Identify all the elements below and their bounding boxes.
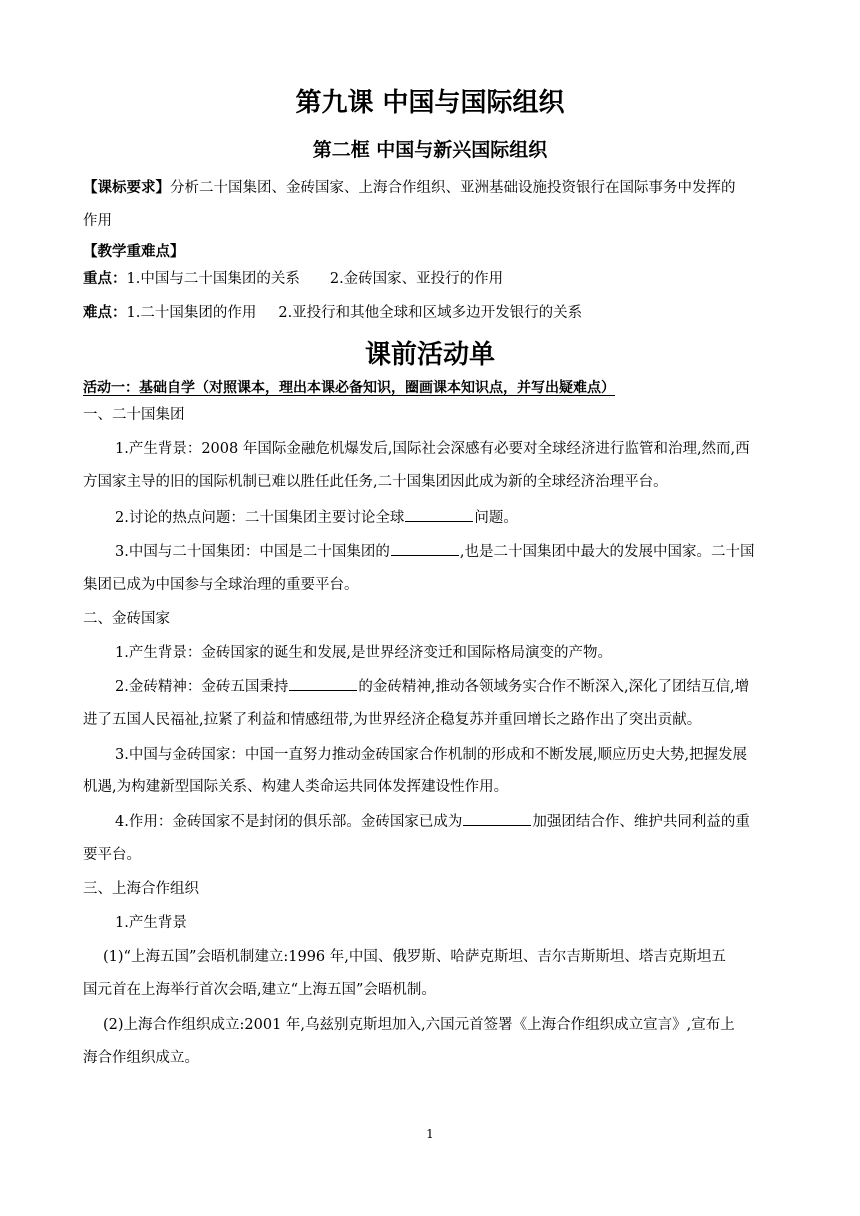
section1-p1-cont: 方国家主导的旧的国际机制已难以胜任此任务,二十国集团因此成为新的全球经济治理平台。 <box>83 474 668 490</box>
difficult-points-line <box>83 302 783 324</box>
activity-label: 活动一：基础自学 <box>83 380 195 396</box>
page-number: 1 <box>426 1127 434 1141</box>
pre-class-title: 课前活动单 <box>364 340 495 370</box>
section1-p3-cont: 集团已成为中国参与全球治理的重要平台。 <box>83 577 359 593</box>
fill-blank[interactable] <box>289 676 357 691</box>
key-points-line <box>83 268 783 290</box>
key-point-1: 1.中国与二十国集团的关系 <box>126 271 300 287</box>
section2-p3: 3.中国与金砖国家：中国一直努力推动金砖国家合作机制的形成和不断发展,顺应历史大势,把握发展 <box>115 747 748 763</box>
section1-p1: 1.产生背景：2008 年国际金融危机爆发后,国际社会深感有必要对全球经济进行监管和治理,然而,西 <box>115 441 750 457</box>
key-difficult-label: 【教学重难点】 <box>83 244 185 260</box>
section1-p3: 3.中国与二十国集团：中国是二十国集团的 ,也是二十国集团中最大的发展中国家。二十国 <box>115 541 783 563</box>
activity-note: （对照课本，理出本课必备知识，圈画课本知识点，并写出疑难点） <box>195 380 615 396</box>
difficult-point-1: 1.二十国集团的作用 <box>126 305 257 321</box>
section3-p1b: (2)上海合作组织成立:2001 年,乌兹别克斯坦加入,六国元首签署《上海合作组织成立宣言》,宣布上 <box>103 1017 735 1033</box>
fill-blank[interactable] <box>391 541 459 556</box>
section2-p2-cont: 进了五国人民福祉,拉紧了利益和情感纽带,为世界经济企稳复苏并重回增长之路作出了突出贡献。 <box>83 712 702 728</box>
difficult-point-2: 2.亚投行和其他全球和区域多边开发银行的关系 <box>278 305 583 321</box>
requirement-label: 【课标要求】 <box>83 180 170 196</box>
section-subtitle: 第二框 中国与新兴国际组织 <box>312 139 548 161</box>
section2-p4-cont: 要平台。 <box>83 847 141 863</box>
requirement-line <box>83 177 783 199</box>
section2-heading: 二、金砖国家 <box>83 611 170 627</box>
section3-p1: 1.产生背景 <box>115 915 187 931</box>
requirement-text: 分析二十国集团、金砖国家、上海合作组织、亚洲基础设施投资银行在国际事务中发挥的 <box>170 180 736 196</box>
section3-p1a: (1)“上海五国”会晤机制建立:1996 年,中国、俄罗斯、哈萨克斯坦、吉尔吉斯斯坦、塔吉克斯坦五 <box>103 949 726 965</box>
section3-heading: 三、上海合作组织 <box>83 881 199 897</box>
section2-p1: 1.产生背景：金砖国家的诞生和发展,是世界经济变迁和国际格局演变的产物。 <box>115 645 612 661</box>
section2-p4: 4.作用：金砖国家不是封闭的俱乐部。金砖国家已成为 加强团结合作、维护共同利益的重 <box>115 811 783 833</box>
section3-p1b-cont: 海合作组织成立。 <box>83 1050 199 1066</box>
section2-p3-cont: 机遇,为构建新型国际关系、构建人类命运共同体发挥建设性作用。 <box>83 779 509 795</box>
section2-p2: 2.金砖精神：金砖五国秉持 的金砖精神,推动各领域务实合作不断深入,深化了团结互信,增 <box>115 676 783 698</box>
fill-blank[interactable] <box>405 507 473 522</box>
key-point-2: 2.金砖国家、亚投行的作用 <box>329 271 504 287</box>
key-points-label: 重点： <box>83 271 127 287</box>
section1-heading: 一、二十国集团 <box>83 407 185 423</box>
lesson-title: 第九课 中国与国际组织 <box>295 88 565 118</box>
section3-p1a-cont: 国元首在上海举行首次会晤,建立“上海五国”会晤机制。 <box>83 982 436 998</box>
requirement-text-cont: 作用 <box>83 213 112 229</box>
difficult-points-label: 难点： <box>83 305 127 321</box>
activity-line <box>83 377 783 399</box>
section1-p2: 2.讨论的热点问题：二十国集团主要讨论全球 问题。 <box>115 507 783 529</box>
fill-blank[interactable] <box>463 811 531 826</box>
